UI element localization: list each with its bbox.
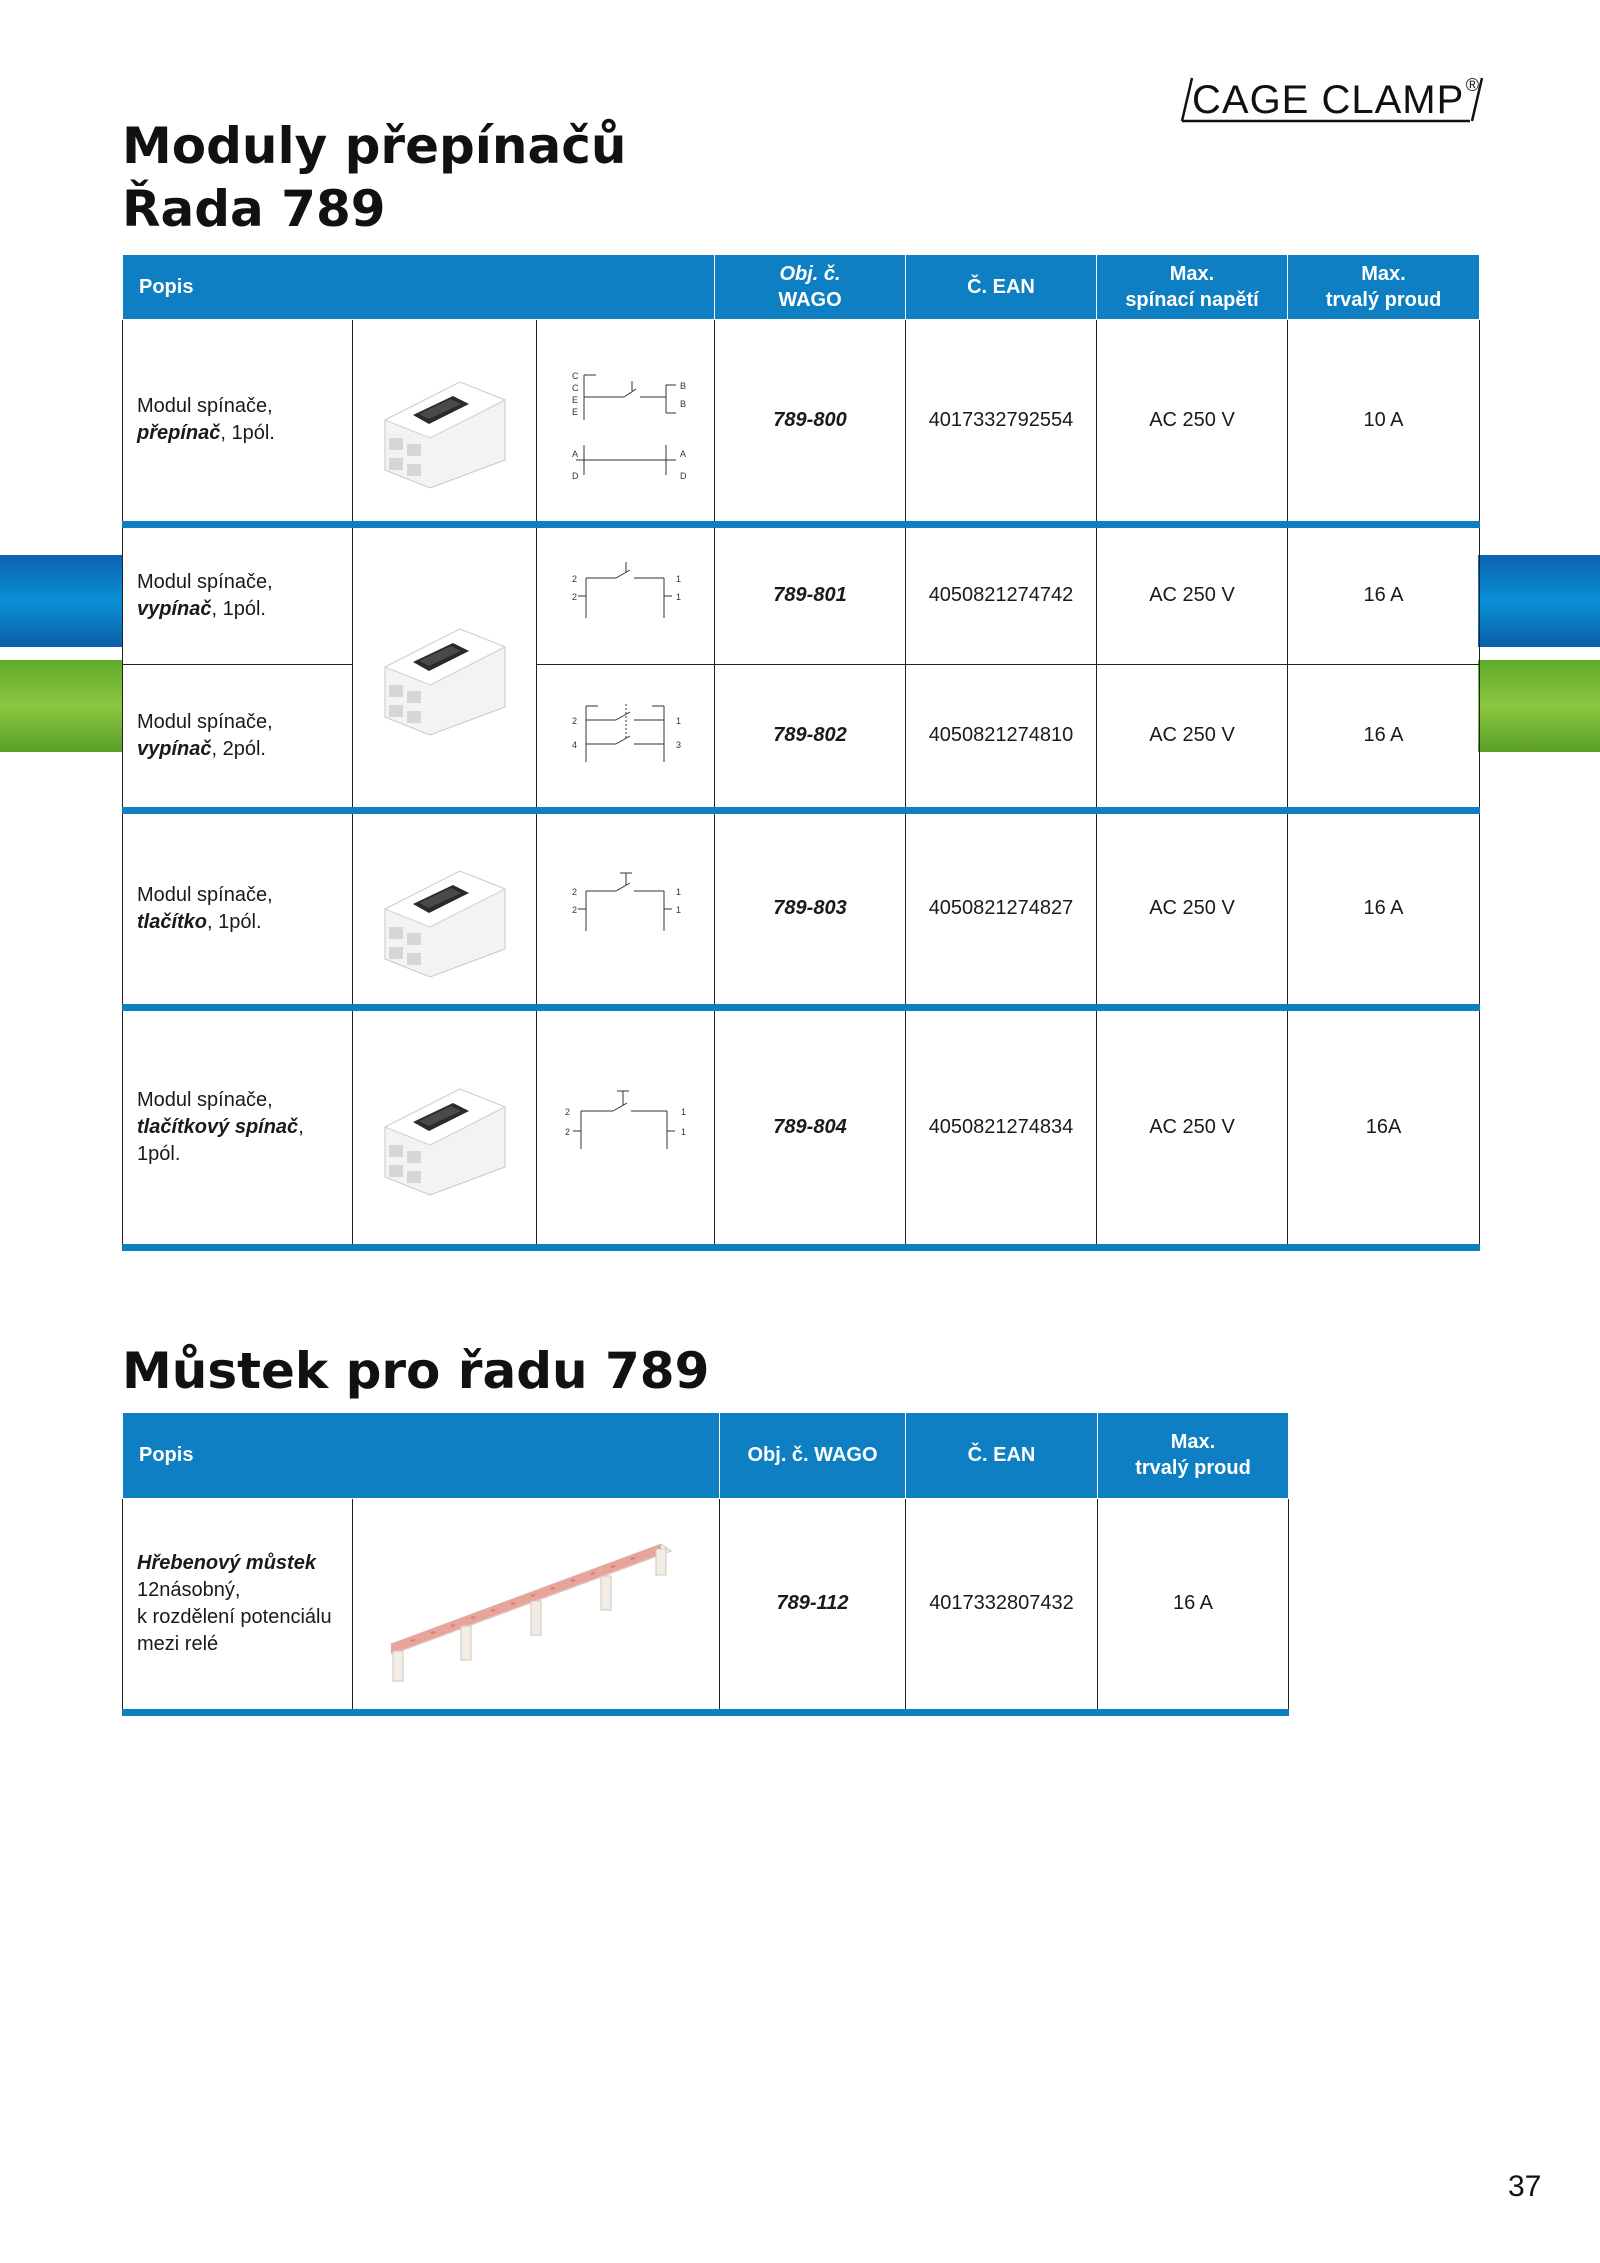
header-obj: Obj. č. WAGO	[715, 255, 906, 319]
ean-code: 4017332807432	[906, 1498, 1098, 1712]
row-description: Modul spínače, přepínač, 1pól.	[123, 319, 353, 524]
ean-code: 4050821274742	[906, 524, 1097, 664]
order-number: 789-804	[715, 1007, 906, 1247]
blue-side-band-left	[0, 555, 122, 647]
header-popis: Popis	[123, 1413, 720, 1498]
table-row	[123, 1498, 1289, 1712]
product-image	[353, 1007, 537, 1247]
circuit-diagram	[537, 810, 715, 1007]
cage-clamp-logo	[1180, 75, 1485, 125]
product-image	[353, 810, 537, 1007]
order-number: 789-800	[715, 319, 906, 524]
row-description: Modul spínače, vypínač, 1pól.	[123, 524, 353, 664]
max-voltage: AC 250 V	[1097, 319, 1288, 524]
header-voltage: Max. spínací napětí	[1097, 255, 1288, 319]
svg-text:E: E	[571, 395, 578, 405]
ean-code: 4050821274810	[906, 664, 1097, 810]
svg-text:1: 1	[675, 886, 681, 897]
header-popis: Popis	[123, 255, 715, 319]
svg-text:A: A	[679, 449, 686, 459]
product-image	[353, 524, 537, 810]
svg-text:B: B	[679, 381, 686, 391]
logo-text: CAGE CLAMP	[1192, 78, 1465, 122]
max-voltage: AC 250 V	[1097, 1007, 1288, 1247]
svg-text:2: 2	[571, 591, 577, 602]
svg-text:D: D	[679, 471, 686, 481]
svg-text:1: 1	[675, 591, 681, 602]
section1-title-line1: Moduly přepínačů	[122, 117, 627, 175]
svg-text:C: C	[571, 383, 578, 393]
max-current: 16 A	[1098, 1498, 1289, 1712]
svg-text:B: B	[679, 399, 686, 409]
table-row	[123, 810, 1480, 1007]
header-ean: Č. EAN	[906, 255, 1097, 319]
order-number: 789-112	[720, 1498, 906, 1712]
svg-text:2: 2	[564, 1127, 570, 1137]
green-side-band-left	[0, 660, 122, 752]
max-voltage: AC 250 V	[1097, 664, 1288, 810]
circuit-diagram	[537, 319, 715, 524]
row-description: Hřebenový můstek 12násobný, k rozdělení potenciálu mezi relé	[123, 1498, 353, 1712]
table-row	[123, 524, 1480, 664]
svg-text:A: A	[571, 449, 578, 459]
bridge-image	[353, 1498, 720, 1712]
svg-text:D: D	[571, 471, 578, 481]
ean-code: 4050821274834	[906, 1007, 1097, 1247]
table-row	[123, 664, 1480, 810]
section2-title: Můstek pro řadu 789	[122, 1342, 710, 1400]
blue-side-band-right	[1478, 555, 1600, 647]
svg-text:4: 4	[571, 739, 577, 750]
max-current: 16 A	[1288, 664, 1480, 810]
max-current: 16A	[1288, 1007, 1480, 1247]
row-description: Modul spínače, tlačítkový spínač, 1pól.	[123, 1007, 353, 1247]
registered-mark: ®	[1465, 75, 1479, 95]
svg-text:1: 1	[680, 1107, 686, 1117]
svg-text:2: 2	[571, 573, 577, 584]
max-current: 16 A	[1288, 524, 1480, 664]
svg-text:1: 1	[675, 715, 681, 726]
green-side-band-right	[1478, 660, 1600, 752]
section1-title-line2: Řada 789	[122, 180, 386, 238]
max-current: 16 A	[1288, 810, 1480, 1007]
svg-text:2: 2	[571, 904, 577, 915]
svg-text:1: 1	[675, 573, 681, 584]
svg-text:1: 1	[675, 904, 681, 915]
svg-text:2: 2	[571, 715, 577, 726]
bridge-table	[122, 1413, 1289, 1716]
product-image	[353, 319, 537, 524]
svg-text:1: 1	[680, 1127, 686, 1137]
order-number: 789-802	[715, 664, 906, 810]
circuit-diagram	[537, 1007, 715, 1247]
svg-text:3: 3	[675, 739, 681, 750]
order-number: 789-803	[715, 810, 906, 1007]
circuit-diagram	[537, 664, 715, 810]
switch-modules-table	[122, 255, 1480, 1251]
table-row	[123, 319, 1480, 524]
svg-text:2: 2	[564, 1107, 570, 1117]
max-voltage: AC 250 V	[1097, 810, 1288, 1007]
max-voltage: AC 250 V	[1097, 524, 1288, 664]
table-row	[123, 1007, 1480, 1247]
ean-code: 4050821274827	[906, 810, 1097, 1007]
row-description: Modul spínače, tlačítko, 1pól.	[123, 810, 353, 1007]
header-current: Max. trvalý proud	[1098, 1413, 1289, 1498]
svg-text:C: C	[571, 371, 578, 381]
order-number: 789-801	[715, 524, 906, 664]
ean-code: 4017332792554	[906, 319, 1097, 524]
svg-text:2: 2	[571, 886, 577, 897]
circuit-diagram	[537, 524, 715, 664]
max-current: 10 A	[1288, 319, 1480, 524]
header-obj: Obj. č. WAGO	[720, 1413, 906, 1498]
row-description: Modul spínače, vypínač, 2pól.	[123, 664, 353, 810]
page-number: 37	[1508, 2170, 1542, 2203]
header-ean: Č. EAN	[906, 1413, 1098, 1498]
svg-text:E: E	[571, 407, 578, 417]
header-current: Max. trvalý proud	[1288, 255, 1480, 319]
